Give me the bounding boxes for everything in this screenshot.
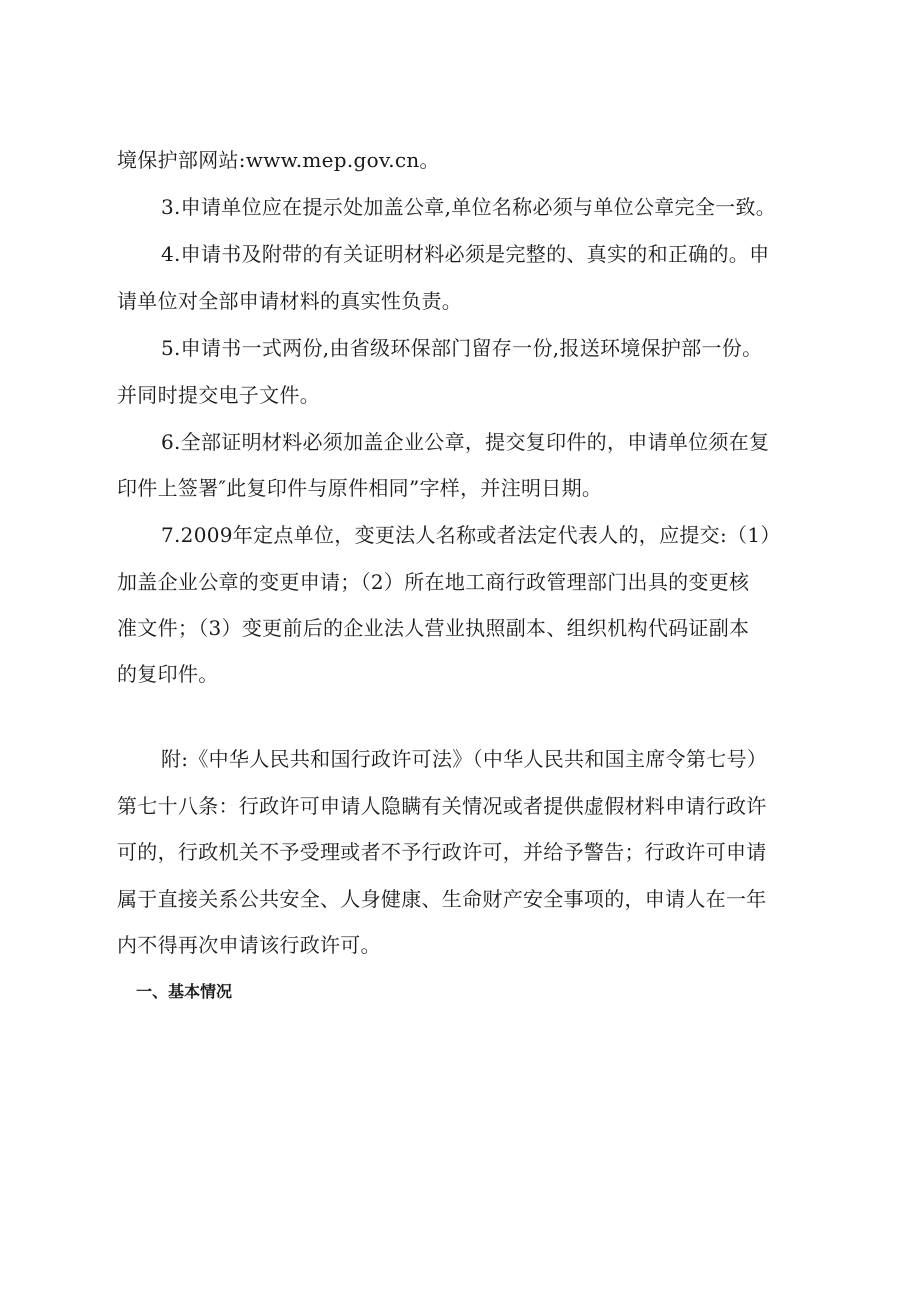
- text-line: 印件上签署″此复印件与原件相同”字样，并注明日期。: [117, 476, 603, 500]
- attachment-line: 第七十八条：行政许可申请人隐瞒有关情况或者提供虚假材料申请行政许: [117, 794, 767, 818]
- text-line: 境保护部网站:www.mep.gov.cn。: [117, 148, 440, 172]
- attachment-line: 属于直接关系公共安全、人身健康、生命财产安全事项的，申请人在一年: [117, 887, 767, 911]
- text-line: 并同时提交电子文件。: [117, 383, 320, 407]
- attachment-line: 内不得再次申请该行政许可。: [117, 933, 381, 957]
- attachment-line: 可的，行政机关不予受理或者不予行政许可，并给予警告；行政许可申请: [117, 840, 767, 864]
- text-line: 的复印件。: [117, 662, 219, 686]
- section-heading: 一、基本情况: [136, 982, 233, 1001]
- attachment-line: 附:《中华人民共和国行政许可法》（中华人民共和国主席令第七号）: [161, 747, 768, 771]
- text-line: 7.2009年定点单位，变更法人名称或者法定代表人的，应提交:（1）: [161, 523, 781, 547]
- text-line: 4.申请书及附带的有关证明材料必须是完整的、真实的和正确的。申: [161, 242, 770, 266]
- text-line: 6.全部证明材料必须加盖企业公章，提交复印件的，申请单位须在复: [161, 430, 770, 454]
- text-line: 准文件；（3）变更前后的企业法人营业执照副本、组织机构代码证副本: [117, 616, 750, 640]
- text-line: 5.申请书一式两份,由省级环保部门留存一份,报送环境保护部一份。: [161, 336, 763, 360]
- text-line: 加盖企业公章的变更申请；（2）所在地工商行政管理部门出具的变更核: [117, 570, 750, 594]
- text-line: 请单位对全部申请材料的真实性负责。: [117, 289, 463, 313]
- text-line: 3.申请单位应在提示处加盖公章,单位名称必须与单位公章完全一致。: [161, 195, 777, 219]
